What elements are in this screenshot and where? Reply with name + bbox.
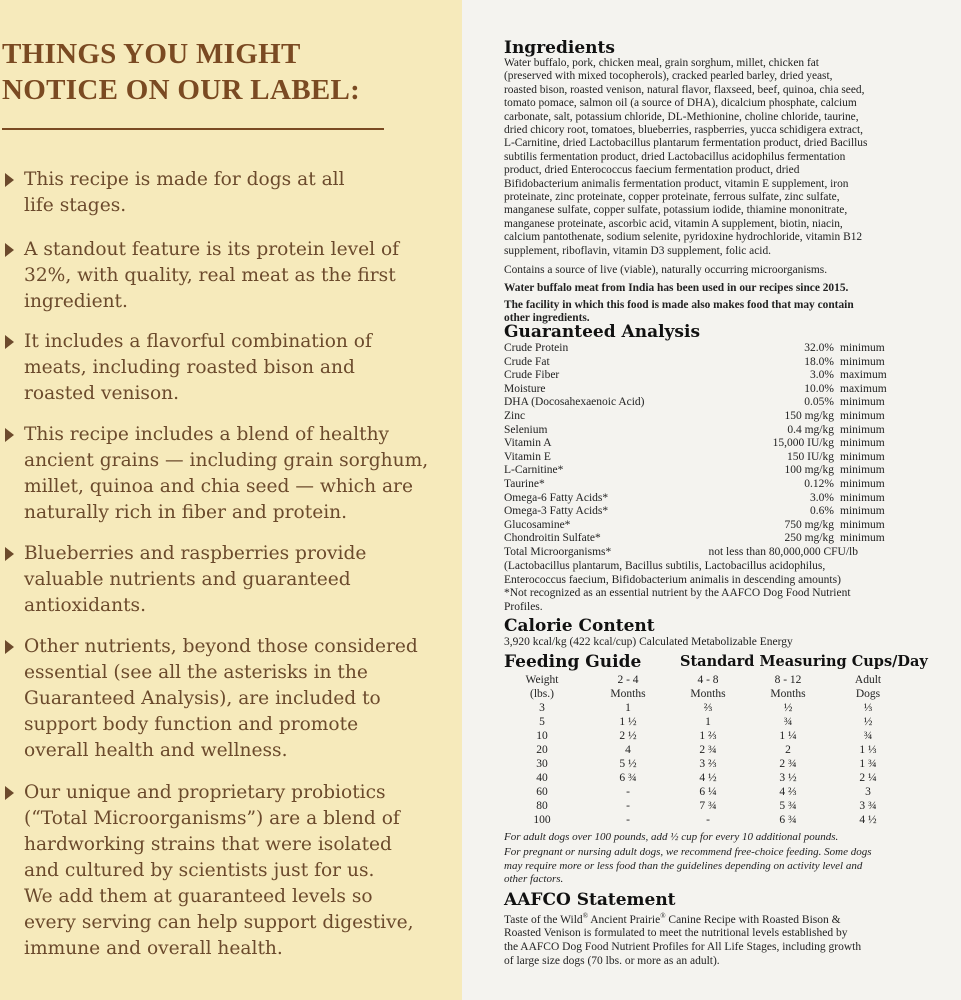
table-cell: - xyxy=(626,786,630,798)
bullet-line: and cultured by scientists just for us. xyxy=(24,860,375,881)
bullet-line: Blueberries and raspberries provide xyxy=(24,543,367,564)
analysis-row xyxy=(504,437,924,451)
table-cell: - xyxy=(626,800,630,812)
column-header: Months xyxy=(770,688,806,700)
analysis-row xyxy=(504,410,924,424)
analysis-row xyxy=(504,342,924,356)
column-header: Adult xyxy=(854,674,882,686)
table-cell: 2 xyxy=(785,744,791,756)
nutrient-value: 750 mg/kg xyxy=(784,518,834,531)
nutrient-qualifier: maximum xyxy=(840,382,887,395)
note-line: (Lactobacillus plantarum, Bacillus subtilis, Lactobacillus acidophilus, xyxy=(504,560,826,572)
facility-note-line: The facility in which this food is made also makes food that may contain xyxy=(504,298,854,311)
nutrient-value: 32.0% xyxy=(804,342,834,354)
bullet-line: (“Total Microorganisms”) are a blend of xyxy=(24,808,400,829)
brand-name: Taste of the Wild xyxy=(504,913,583,926)
table-row xyxy=(504,743,914,757)
nutrient-name: Taurine* xyxy=(504,477,545,490)
analysis-row xyxy=(504,519,924,533)
calorie-title: Calorie Content xyxy=(504,616,655,636)
bullet-line: antioxidants. xyxy=(24,595,146,616)
table-cell: 5 ¾ xyxy=(779,800,797,812)
table-row xyxy=(504,701,914,715)
aafco-line xyxy=(504,910,916,927)
nutrient-name: Crude Fat xyxy=(504,355,550,368)
nutrient-value: 150 IU/kg xyxy=(787,450,834,463)
nutrient-qualifier: minimum xyxy=(840,477,885,490)
registered-mark: ® xyxy=(660,912,666,920)
buffalo-note: Water buffalo meat from India has been used in our recipes since 2015. xyxy=(504,281,849,294)
bullet-line: ancient grains — including grain sorghum, xyxy=(24,450,429,471)
analysis-row xyxy=(504,369,924,383)
aafco-statement xyxy=(504,910,916,968)
aafco-line: Roasted Venison is formulated to meet the nutritional levels established by xyxy=(504,927,848,940)
analysis-row xyxy=(504,478,924,492)
table-row xyxy=(504,771,914,785)
column-header: 2 - 4 xyxy=(617,674,639,686)
column-header: 4 - 8 xyxy=(697,674,719,686)
nutrient-value: 0.12% xyxy=(804,477,834,490)
bullet-arrow-icon xyxy=(5,335,14,349)
table-cell: 2 ½ xyxy=(619,730,637,742)
ingredients-list xyxy=(504,57,916,326)
label-notes-panel xyxy=(0,0,462,1000)
panel-heading xyxy=(2,36,442,108)
nutrient-qualifier: minimum xyxy=(840,409,885,422)
bullet-line: support body function and promote xyxy=(24,714,359,735)
table-cell: 7 ¾ xyxy=(699,800,717,812)
analysis-row xyxy=(504,383,924,397)
nutrient-qualifier: minimum xyxy=(840,505,885,518)
feeding-guide-title: Feeding Guide xyxy=(504,652,642,672)
table-cell: 100 xyxy=(533,814,551,826)
note-line: For pregnant or nursing adult dogs, we recommend free-choice feeding. Some dogs xyxy=(504,846,872,858)
micro-name: Total Microorganisms* xyxy=(504,546,612,558)
column-header: Dogs xyxy=(855,688,881,700)
table-row xyxy=(504,785,914,799)
registered-mark: ® xyxy=(582,912,589,920)
nutrient-name: Crude Fiber xyxy=(504,369,560,382)
ingredient-line: L-Carnitine, dried Lactobacillus plantarum fermentation product, dried Bacillus xyxy=(504,137,868,150)
feeding-note-large: For adult dogs over 100 pounds, add ½ cup for every 10 additional pounds. xyxy=(504,831,839,843)
bullet-line: Guaranteed Analysis), are included to xyxy=(24,688,381,709)
calorie-text: 3,920 kcal/kg (422 kcal/cup) Calculated Metabolizable Energy xyxy=(504,636,793,648)
bullet-arrow-icon xyxy=(5,640,14,654)
nutrient-value: 100 mg/kg xyxy=(784,464,834,477)
table-cell: ½ xyxy=(863,716,873,728)
bullet-line: meats, including roasted bison and xyxy=(24,357,355,378)
ingredient-line: (preserved with mixed tocopherols), cracked pearled barley, dried yeast, xyxy=(504,70,833,83)
heading-line: THINGS YOU MIGHT xyxy=(2,38,301,70)
nutrient-name: Vitamin E xyxy=(504,450,551,463)
table-cell: 2 ¾ xyxy=(699,744,717,756)
bullet-line: This recipe includes a blend of healthy xyxy=(24,424,390,445)
nutrient-name: Vitamin A xyxy=(504,437,552,450)
table-cell: 80 xyxy=(536,800,548,812)
nutrient-value: 0.6% xyxy=(810,505,834,518)
microorganism-row xyxy=(504,546,924,560)
nutrient-qualifier: minimum xyxy=(840,491,885,504)
table-cell: 5 ½ xyxy=(619,758,637,770)
bullet-arrow-icon xyxy=(5,243,14,257)
table-cell: 4 xyxy=(625,744,631,756)
table-row xyxy=(504,799,914,813)
bullet-arrow-icon xyxy=(5,786,14,800)
bullet-line: valuable nutrients and guaranteed xyxy=(24,569,351,590)
table-cell: 1 ⅓ xyxy=(859,744,877,756)
table-cell: ½ xyxy=(783,702,793,714)
table-cell: ¾ xyxy=(783,716,793,728)
ingredient-line: Bifidobacterium animalis fermentation product, vitamin E supplement, iron xyxy=(504,177,849,190)
table-row xyxy=(504,715,914,729)
table-cell: 1 ¾ xyxy=(859,758,877,770)
bullet-line: This recipe is made for dogs at all xyxy=(24,169,345,190)
nutrient-name: Chondroitin Sulfate* xyxy=(504,532,601,545)
table-cell: 6 ¾ xyxy=(779,814,797,826)
table-cell: 4 ½ xyxy=(699,772,717,784)
aafco-line: the AAFCO Dog Food Nutrient Profiles for All Life Stages, including growth xyxy=(504,941,862,954)
bullet-text xyxy=(24,237,454,315)
bullet-line: immune and overall health. xyxy=(24,938,283,959)
note-line: Profiles. xyxy=(504,600,543,613)
analysis-row xyxy=(504,451,924,465)
table-cell: 10 xyxy=(536,730,548,742)
table-cell: 3 xyxy=(539,702,545,714)
table-cell: ⅓ xyxy=(863,702,873,714)
table-row xyxy=(504,757,914,771)
ingredient-line: manganese sulfate, copper sulfate, potassium iodide, thiamine mononitrate, xyxy=(504,204,848,217)
bullet-arrow-icon xyxy=(5,428,14,442)
ingredient-line: proteinate, zinc proteinate, copper proteinate, ferrous sulfate, zinc sulfate, xyxy=(504,191,840,204)
nutrient-qualifier: minimum xyxy=(840,464,885,477)
nutrient-name: Zinc xyxy=(504,409,526,422)
table-cell: 1 xyxy=(625,702,631,714)
table-cell: - xyxy=(626,814,630,826)
bullet-line: life stages. xyxy=(24,195,127,216)
feeding-header-row xyxy=(504,673,914,687)
nutrient-name: Omega-3 Fatty Acids* xyxy=(504,505,609,518)
micro-strains-note xyxy=(504,560,914,614)
bullet-line: roasted venison. xyxy=(24,383,180,404)
table-cell: 5 xyxy=(539,716,545,728)
guaranteed-analysis-table xyxy=(504,342,924,546)
nutrient-value: 150 mg/kg xyxy=(784,409,834,422)
bullet-text xyxy=(24,634,454,764)
nutrient-qualifier: maximum xyxy=(840,369,887,382)
ingredient-line: subtilis fermentation product, dried Lactobacillus acidophilus fermentation xyxy=(504,150,846,163)
table-cell: - xyxy=(706,814,710,826)
analysis-row xyxy=(504,464,924,478)
nutrient-name: Selenium xyxy=(504,423,548,436)
table-cell: ⅔ xyxy=(703,702,713,714)
nutrient-value: 3.0% xyxy=(810,369,834,382)
nutrient-qualifier: minimum xyxy=(840,532,885,545)
aafco-line: of large size dogs (70 lbs. or more as an adult). xyxy=(504,954,720,967)
table-cell: 3 ½ xyxy=(779,772,797,784)
bullet-line: It includes a flavorful combination of xyxy=(24,331,372,352)
bullet-line: Other nutrients, beyond those considered xyxy=(24,636,418,657)
nutrient-qualifier: minimum xyxy=(840,518,885,531)
nutrient-name: Omega-6 Fatty Acids* xyxy=(504,491,609,504)
bullet-line: overall health and wellness. xyxy=(24,740,288,761)
bullet-line: Our unique and proprietary probiotics xyxy=(24,782,386,803)
table-cell: ¾ xyxy=(863,730,873,742)
ingredient-line: roasted bison, roasted venison, natural flavor, flaxseed, beef, quinoa, chia seed, xyxy=(504,83,865,96)
table-cell: 6 ¾ xyxy=(619,772,637,784)
table-row xyxy=(504,729,914,743)
table-cell: 30 xyxy=(536,758,548,770)
heading-line: NOTICE ON OUR LABEL: xyxy=(2,74,361,106)
column-header: 8 - 12 xyxy=(774,674,802,686)
ingredient-line: tomato pomace, salmon oil (a source of DHA), dicalcium phosphate, calcium xyxy=(504,97,857,110)
aafco-title: AAFCO Statement xyxy=(504,890,676,910)
table-cell: 4 ⅔ xyxy=(779,786,797,798)
recipe-name: Canine Recipe with Roasted Bison & xyxy=(665,913,841,926)
nutrient-name: Glucosamine* xyxy=(504,518,571,531)
ingredient-line: manganese proteinate, ascorbic acid, vitamin A supplement, biotin, niacin, xyxy=(504,217,843,230)
column-header: Weight xyxy=(525,674,559,686)
note-line: other factors. xyxy=(504,873,564,885)
ingredient-line: supplement, riboflavin, vitamin D3 supplement, folic acid. xyxy=(504,244,771,257)
column-header: (lbs.) xyxy=(530,688,554,700)
feeding-table xyxy=(504,673,914,827)
feeding-note-pregnant xyxy=(504,846,904,887)
analysis-row xyxy=(504,532,924,546)
nutrient-value: 3.0% xyxy=(810,491,834,504)
nutrient-name: L-Carnitine* xyxy=(504,464,564,477)
bullet-text xyxy=(24,422,454,526)
analysis-row xyxy=(504,492,924,506)
bullet-text xyxy=(24,167,454,219)
nutrient-value: 15,000 IU/kg xyxy=(772,437,834,450)
ingredient-line: Water buffalo, pork, chicken meal, grain sorghum, millet, chicken fat xyxy=(504,57,819,69)
ingredients-text xyxy=(504,57,916,258)
bullet-line: millet, quinoa and chia seed — which are xyxy=(24,476,413,497)
nutrient-qualifier: minimum xyxy=(840,396,885,409)
note-line: may require more or less food than the guidelines depending on activity level and xyxy=(504,859,863,872)
bullet-arrow-icon xyxy=(5,547,14,561)
bullet-line: naturally rich in fiber and protein. xyxy=(24,502,348,523)
table-cell: 2 ¾ xyxy=(779,758,797,770)
nutrient-name: Crude Protein xyxy=(504,342,569,354)
table-cell: 3 ⅔ xyxy=(699,758,717,770)
facility-note-line: other ingredients. xyxy=(504,312,590,325)
table-cell: 1 xyxy=(705,716,711,728)
nutrient-qualifier: minimum xyxy=(840,423,885,436)
nutrient-value: 10.0% xyxy=(804,382,834,395)
table-cell: 3 ¾ xyxy=(859,800,877,812)
nutrient-name: Moisture xyxy=(504,382,546,395)
label-panel xyxy=(462,0,961,1000)
feeding-guide-subtitle: Standard Measuring Cups/Day xyxy=(680,653,928,670)
table-cell: 1 ¼ xyxy=(779,730,797,742)
nutrient-qualifier: minimum xyxy=(840,450,885,463)
nutrient-value: 0.05% xyxy=(804,396,834,409)
table-cell: 1 ½ xyxy=(619,716,637,728)
nutrient-value: 0.4 mg/kg xyxy=(787,423,834,436)
ingredient-line: calcium pantothenate, sodium selenite, pyridoxine hydrochloride, vitamin B12 xyxy=(504,231,863,244)
ingredients-title: Ingredients xyxy=(504,38,615,58)
ingredient-line: dried chicory root, tomatoes, blueberries, raspberries, yucca schidigera extract, xyxy=(504,124,863,137)
column-header: Months xyxy=(690,688,726,700)
table-cell: 1 ⅔ xyxy=(699,730,717,742)
table-cell: 60 xyxy=(536,786,548,798)
table-cell: 40 xyxy=(536,772,548,784)
table-cell: 6 ¼ xyxy=(699,786,717,798)
nutrient-qualifier: minimum xyxy=(840,355,885,368)
bullet-line: essential (see all the asterisks in the xyxy=(24,662,368,683)
feeding-header-row xyxy=(504,687,914,701)
column-header: Months xyxy=(610,688,646,700)
product-line: Ancient Prairie xyxy=(588,913,661,926)
bullet-line: We add them at guaranteed levels so xyxy=(24,886,373,907)
analysis-row xyxy=(504,505,924,519)
micro-value: not less than 80,000,000 CFU/lb xyxy=(708,546,858,558)
table-cell: 3 xyxy=(865,786,871,798)
ingredient-line: product, dried Enterococcus faecium fermentation product, dried xyxy=(504,164,800,177)
bullet-line: 32%, with quality, real meat as the first xyxy=(24,265,396,286)
nutrient-value: 18.0% xyxy=(804,355,834,368)
bullet-line: every serving can help support digestive, xyxy=(24,912,414,933)
table-cell: 20 xyxy=(536,744,548,756)
note-line: Enterococcus faecium, Bifidobacterium animalis in descending amounts) xyxy=(504,573,841,586)
bullet-text xyxy=(24,541,454,619)
analysis-row xyxy=(504,424,924,438)
nutrient-qualifier: minimum xyxy=(840,437,885,450)
bullet-line: hardworking strains that were isolated xyxy=(24,834,392,855)
nutrient-qualifier: minimum xyxy=(840,342,885,354)
probiotic-note: Contains a source of live (viable), naturally occurring microorganisms. xyxy=(504,264,828,277)
nutrient-value: 250 mg/kg xyxy=(784,532,834,545)
bullet-line: ingredient. xyxy=(24,291,128,312)
analysis-row xyxy=(504,356,924,370)
heading-divider xyxy=(2,128,384,130)
table-cell: 4 ½ xyxy=(859,814,877,826)
table-row xyxy=(504,813,914,827)
bullet-arrow-icon xyxy=(5,173,14,187)
bullet-line: A standout feature is its protein level of xyxy=(24,239,400,260)
bullet-text xyxy=(24,780,454,962)
table-cell: 2 ¼ xyxy=(859,772,877,784)
ingredient-line: carbonate, salt, potassium chloride, DL-Methionine, choline chloride, taurine, xyxy=(504,110,859,123)
guaranteed-analysis-title: Guaranteed Analysis xyxy=(504,322,701,342)
note-line: *Not recognized as an essential nutrient by the AAFCO Dog Food Nutrient xyxy=(504,587,851,600)
analysis-row xyxy=(504,396,924,410)
bullet-text xyxy=(24,329,454,407)
nutrient-name: DHA (Docosahexaenoic Acid) xyxy=(504,396,645,409)
